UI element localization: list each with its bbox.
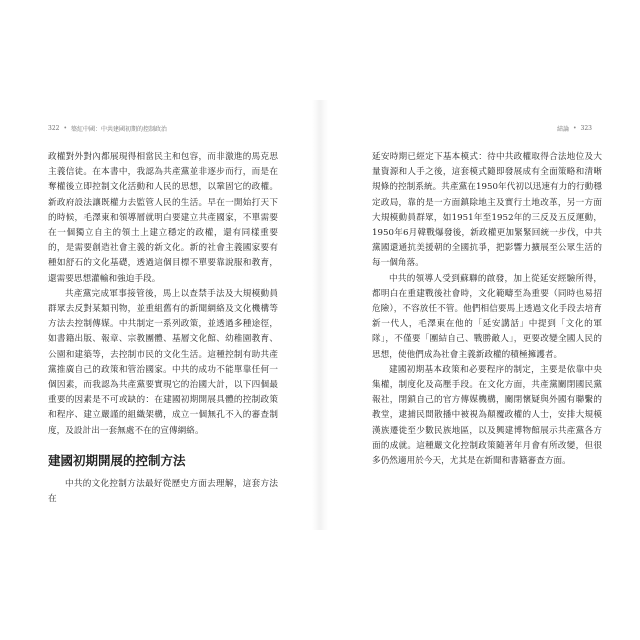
section-heading: 建國初期開展的控制方法	[48, 452, 186, 468]
right-chapter-label: 結論	[556, 126, 569, 133]
running-head-separator: •	[63, 125, 67, 132]
left-running-head	[48, 124, 167, 133]
left-paragraph: 共產黨完成軍事接管後，馬上以查禁手法及大規模動員群眾去反對某類刊物，並重組舊有的新聞網絡及文化機構等方法去控制傳媒。中共制定一系列政策，並透過多種途徑，如書籍出版、報章、宗教團體、基層文化館、幼稚園教育、公園和建築等，去控制市民的文化生活。這種控制有助共產黨推廣自己的政策和管治國家。中共的成功不能單靠任何一個因素，而我認為共產黨要實現它的治國大計，以下四個最重要的因素是不可或缺的：在建國初期開展具體的控制政策和程序、建立嚴謹的組織架構，成立一個無孔不入的審查制度，及設計出一套無處不在的宣傳網絡。	[48, 288, 278, 436]
right-paragraph: 中共的領導人受到蘇聯的啟發，加上從延安經驗所得，都明白在重建戰後社會時，文化範疇至為重要（同時也易招危險），不容放任不管。他們相信要馬上透過文化手段去培育新一代人，毛澤東在他的「延安講話」中提到「文化的軍隊」，不僅要「團結自己、戰勝敵人」，更要改變全國人民的思想，使他們成為社會主義新政權的積極擁護者。	[372, 273, 602, 360]
running-head-separator: •	[573, 125, 577, 132]
left-paragraph: 政權對外對內都展現得相當民主和包容，而非激進的馬克思主義信徒。在本書中，我認為共產黨並非逐步而行，而是在奪權後立即控制文化活動和人民的思想，以鞏固它的政權。新政府設法讓既權力去監管人民的生活。早在一開始打天下的時候，毛澤東和領導層就明白要建立共產國家，不單需要在一個獨立自主的領土上建立穩定的政權，還有同樣重要的，是需要創造社會主義的新文化。新的社會主義國家要有種如舒石的文化基礎，透過這個目標不單要靠說服和教育，還需要思想灌輸和強迫手段。	[48, 152, 278, 284]
right-body-text	[372, 150, 602, 469]
right-page-number: 323	[580, 125, 592, 132]
right-paragraph: 延安時期已經定下基本模式：待中共政權取得合法地位及大量資源和人手之後，這套模式隨即發展成有全面策略和清晰規條的控制系統。共產黨在1950年代初以迅速有力的行動穩定政局，靠的是一方面鎮除地主及實行土地改革，另一方面大規模動員群眾，如1951年至1952年的三反及五反運動，1950年6月韓戰爆發後，新政權更加緊緊回統一步伐，中共黨國還通抗美援朝的全國抗爭，把影響力擴展至公眾生活的每一個角落。	[372, 152, 602, 269]
right-running-head	[557, 124, 592, 133]
left-page-number: 322	[48, 125, 60, 132]
right-paragraph: 建國初期基本政策和必要程序的制定，主要是依靠中央集權，制度化及高壓手段。在文化方面，共產黨關閉國民黨報社，閉鎖自己的官方傳媒機構，關閉懷疑與外國有聯繫的教堂，逮捕民間散播中被視為顛覆政權的人士，安排大規模漢族遷徙至少數民族地區，以及興建博物館展示共產黨各方面的成就。這種嚴文化控制政策隨著年月會有所改變，但很多仍然適用於今天，尤其是在新聞和書籍審查方面。	[372, 364, 602, 467]
left-book-title: 築紅中國：中共建國初期的控制政治	[71, 126, 168, 133]
left-body-text	[48, 150, 278, 507]
right-page	[322, 0, 640, 640]
left-page	[0, 0, 318, 640]
left-paragraph: 中共的文化控制方法最好從歷史方面去理解，這套方法在	[48, 478, 278, 505]
